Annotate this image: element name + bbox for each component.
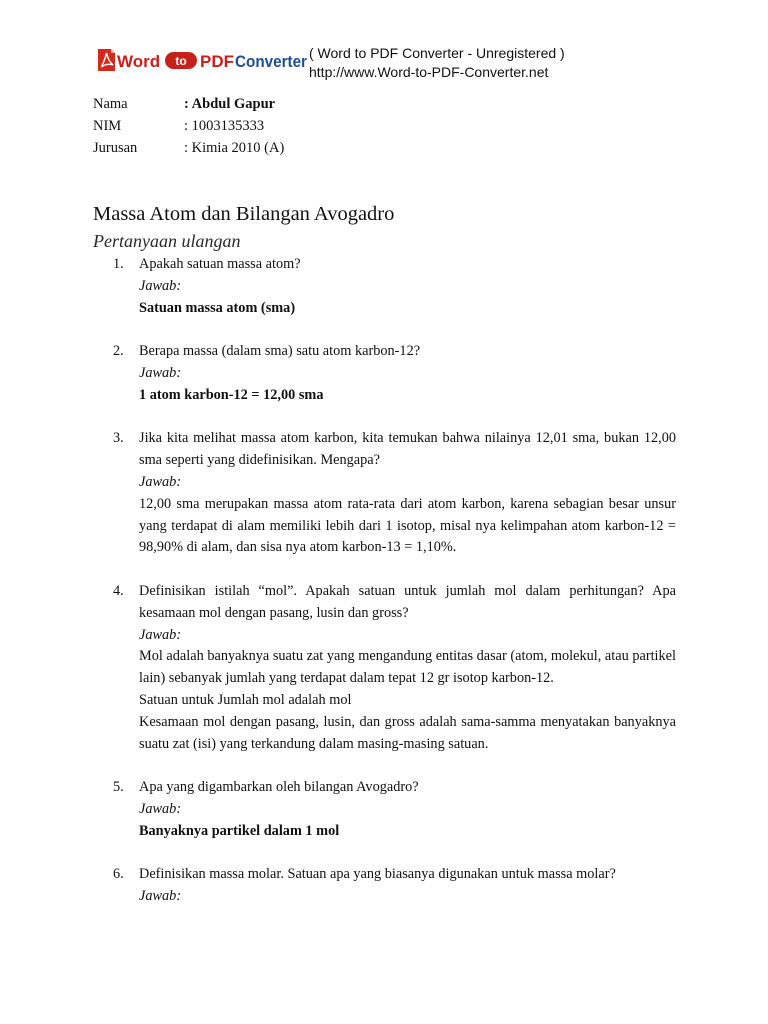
question-list bbox=[93, 254, 676, 930]
question-item bbox=[93, 341, 676, 406]
answer-text: Banyaknya partikel dalam 1 mol bbox=[139, 822, 340, 839]
section-subtitle: Pertanyaan ulangan bbox=[93, 231, 241, 251]
question-number: 3. bbox=[113, 430, 124, 447]
identity-label: Jurusan bbox=[93, 140, 138, 156]
identity-value: : 1003135333 bbox=[184, 118, 265, 134]
logo-to: to bbox=[175, 54, 187, 68]
question-item bbox=[93, 428, 676, 559]
answer-text: 12,00 sma merupakan massa atom rata-rata dari atom karbon, karena sebagian besar unsur yang terdapat di alam memiliki lebih dari 1 isotop, misal nya kelimpahan atom karbon-12 = 98,90% di alam, dan sisa nya atom karbon-13 = 1,10%. bbox=[139, 495, 676, 556]
identity-label: NIM bbox=[93, 118, 122, 134]
watermark-url: http://www.Word-to-PDF-Converter.net bbox=[309, 64, 549, 80]
question-text: Berapa massa (dalam sma) satu atom karbon-12? bbox=[139, 343, 421, 360]
question-number: 2. bbox=[113, 343, 124, 360]
answer-label: Jawab: bbox=[139, 888, 182, 905]
answer-label: Jawab: bbox=[139, 473, 182, 490]
answer-label: Jawab: bbox=[139, 364, 182, 381]
question-item bbox=[93, 254, 676, 319]
question-text: Apakah satuan massa atom? bbox=[139, 256, 301, 272]
question-text: Definisikan massa molar. Satuan apa yang biasanya digunakan untuk massa molar? bbox=[139, 866, 616, 883]
question-number: 4. bbox=[113, 582, 124, 599]
question-item bbox=[93, 581, 676, 755]
converter-logo bbox=[95, 47, 307, 73]
question-number: 6. bbox=[113, 866, 124, 883]
question-item bbox=[93, 777, 676, 842]
logo-word: Word bbox=[117, 52, 161, 71]
question-text: Jika kita melihat massa atom karbon, kita temukan bahwa nilainya 12,01 sma, bukan 12,00 sma seperti yang didefinisikan. Mengapa? bbox=[139, 430, 676, 469]
answer-text: Mol adalah banyaknya suatu zat yang mengandung entitas dasar (atom, molekul, atau partikel lain) sebanyak jumlah yang terdapat dalam tepat 12 gr isotop karbon-12. bbox=[139, 648, 676, 687]
question-text: Apa yang digambarkan oleh bilangan Avogadro? bbox=[139, 779, 419, 796]
watermark-text bbox=[309, 44, 565, 82]
answer-label: Jawab: bbox=[139, 277, 182, 294]
pdf-icon bbox=[98, 49, 115, 71]
answer-text: 1 atom karbon-12 = 12,00 sma bbox=[139, 386, 324, 403]
answer-label: Jawab: bbox=[139, 626, 182, 643]
answer-text: Kesamaan mol dengan pasang, lusin, dan gross adalah sama-samma menyatakan banyaknya suatu zat (isi) yang terkandung dalam masing-masing satuan. bbox=[139, 713, 676, 752]
answer-text: Satuan massa atom (sma) bbox=[139, 299, 296, 316]
answer-label: Jawab: bbox=[139, 800, 182, 817]
logo-pdf: PDF bbox=[200, 52, 234, 71]
identity-value: : Abdul Gapur bbox=[184, 96, 276, 112]
question-text: Definisikan istilah “mol”. Apakah satuan untuk jumlah mol dalam perhitungan? Apa kesamaan mol dengan pasang, lusin dan gross? bbox=[139, 582, 676, 621]
question-number: 1. bbox=[113, 256, 124, 272]
question-item bbox=[93, 864, 676, 908]
question-number: 5. bbox=[113, 779, 124, 796]
identity-value: : Kimia 2010 (A) bbox=[184, 140, 285, 156]
converter-logo-graphic bbox=[95, 47, 307, 73]
logo-converter: Converter bbox=[235, 52, 308, 71]
document-title: Massa Atom dan Bilangan Avogadro bbox=[93, 203, 395, 225]
watermark-line-1: ( Word to PDF Converter - Unregistered ) bbox=[309, 45, 565, 61]
answer-text: Satuan untuk Jumlah mol adalah mol bbox=[139, 691, 352, 708]
identity-label: Nama bbox=[93, 96, 128, 112]
